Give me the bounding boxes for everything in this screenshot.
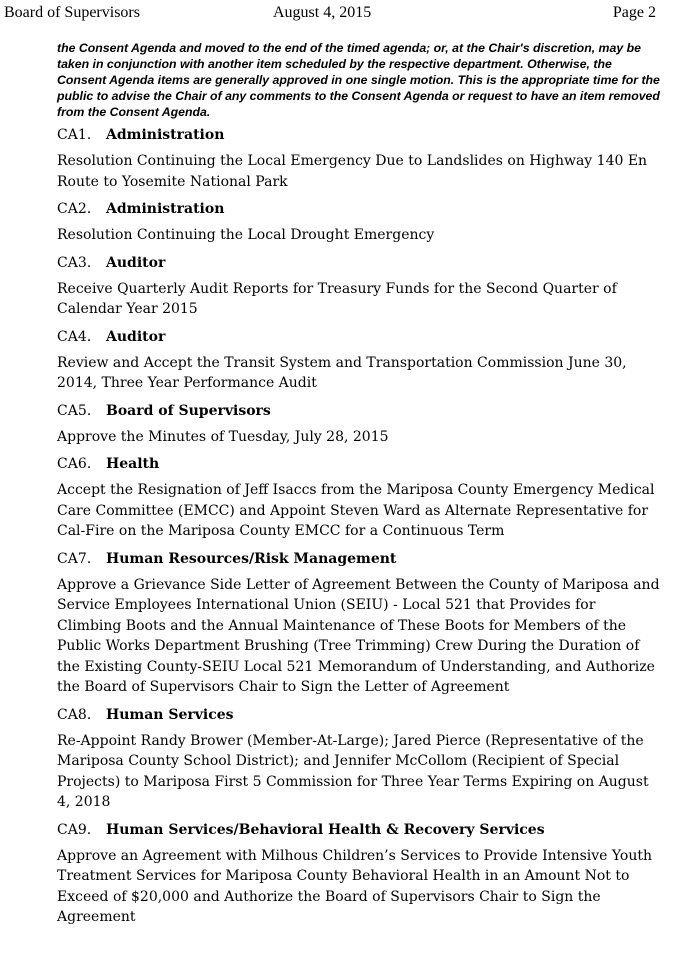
- agenda-item-description: Resolution Continuing the Local Drought Emergency: [57, 227, 435, 243]
- agenda-item: [57, 706, 663, 813]
- agenda-item-department: Board of Supervisors: [106, 402, 271, 419]
- agenda-item-number: CA9.: [57, 821, 92, 838]
- agenda-item-heading: [57, 550, 663, 569]
- consent-agenda-content: [57, 40, 663, 936]
- agenda-item-department: Administration: [106, 201, 225, 217]
- agenda-item-department: Administration: [106, 127, 225, 143]
- agenda-item-heading: [57, 328, 663, 347]
- agenda-item-heading: [57, 126, 663, 145]
- agenda-item-department: Health: [106, 456, 160, 472]
- agenda-item-department: Human Resources/Risk Management: [106, 550, 397, 567]
- header-page-number: Page 2: [612, 4, 656, 21]
- consent-agenda-intro: the Consent Agenda and moved to the end of the timed agenda; or, at the Chair's discretion, may be taken in conjunction with another item scheduled by the respective department. Otherwise, the Consent Agenda items are generally approved in one single motion. This is the appropriate time for the public to advise the Chair of any comments to the Consent Agenda or request to have an item removed from the Consent Agenda.: [57, 41, 660, 119]
- header-date: August 4, 2015: [273, 4, 372, 21]
- agenda-item-number: CA4.: [57, 328, 92, 345]
- agenda-item: [57, 254, 663, 320]
- agenda-item-heading: [57, 200, 663, 219]
- agenda-item-heading: [57, 254, 663, 273]
- agenda-item: [57, 328, 663, 394]
- agenda-item-number: CA8.: [57, 706, 92, 723]
- agenda-item-description: Approve a Grievance Side Letter of Agreement Between the County of Mariposa and Service Employees International Union (SEIU) - Local 521 that Provides for Climbing Boots and the Annual Maintenance of These Boots for Members of the Public Works Department Brushing (Tree Trimming) Crew During the Duration of the Existing County-SEIU Local 521 Memorandum of Understanding, and Authorize the Board of Supervisors Chair to Sign the Letter of Agreement: [57, 576, 660, 695]
- agenda-item-heading: [57, 706, 663, 725]
- agenda-item-department: Auditor: [106, 328, 166, 345]
- agenda-item: [57, 821, 663, 928]
- agenda-item: [57, 126, 663, 192]
- agenda-item-number: CA5.: [57, 402, 92, 419]
- consent-agenda-items: [57, 126, 663, 928]
- agenda-item-description: Approve an Agreement with Milhous Children’s Services to Provide Intensive Youth Treatment Services for Mariposa County Behavioral Health in an Amount Not to Exceed of $20,000 and Authorize the Board of Supervisors Chair to Sign the Agreement: [57, 847, 653, 925]
- agenda-item-number: CA6.: [57, 456, 92, 472]
- agenda-item-description: Re-Appoint Randy Brower (Member-At-Large); Jared Pierce (Representative of the Mariposa County School District); and Jennifer McCollom (Recipient of Special Projects) to Mariposa First 5 Commission for Three Year Terms Expiring on August 4, 2018: [57, 732, 649, 810]
- agenda-item-department: Auditor: [106, 254, 166, 271]
- agenda-item-description: Approve the Minutes of Tuesday, July 28, 2015: [57, 428, 389, 445]
- agenda-item-department: Human Services: [106, 706, 234, 723]
- agenda-item-description: Receive Quarterly Audit Reports for Treasury Funds for the Second Quarter of Calendar Year 2015: [57, 280, 617, 317]
- agenda-item-description: Resolution Continuing the Local Emergency Due to Landslides on Highway 140 En Route to Yosemite National Park: [57, 153, 648, 190]
- agenda-item-heading: [57, 455, 663, 474]
- agenda-item-number: CA1.: [57, 127, 92, 143]
- agenda-item-heading: [57, 821, 663, 840]
- agenda-item-number: CA7.: [57, 550, 92, 567]
- agenda-item: [57, 550, 663, 698]
- agenda-item-description: Review and Accept the Transit System and Transportation Commission June 30, 2014, Three Year Performance Audit: [57, 354, 627, 391]
- agenda-item: [57, 455, 663, 542]
- agenda-item-number: CA3.: [57, 254, 92, 271]
- agenda-item-heading: [57, 402, 663, 421]
- page-header: [0, 4, 680, 24]
- header-board-name: Board of Supervisors: [4, 4, 140, 21]
- agenda-item: [57, 200, 663, 246]
- agenda-item-description: Accept the Resignation of Jeff Isaccs from the Mariposa County Emergency Medical Care Committee (EMCC) and Appoint Steven Ward as Alternate Representative for Cal-Fire on the Mariposa County EMCC for a Continuous Term: [57, 482, 655, 539]
- agenda-item-department: Human Services/Behavioral Health & Recovery Services: [106, 821, 545, 838]
- agenda-item: [57, 402, 663, 448]
- agenda-item-number: CA2.: [57, 201, 92, 217]
